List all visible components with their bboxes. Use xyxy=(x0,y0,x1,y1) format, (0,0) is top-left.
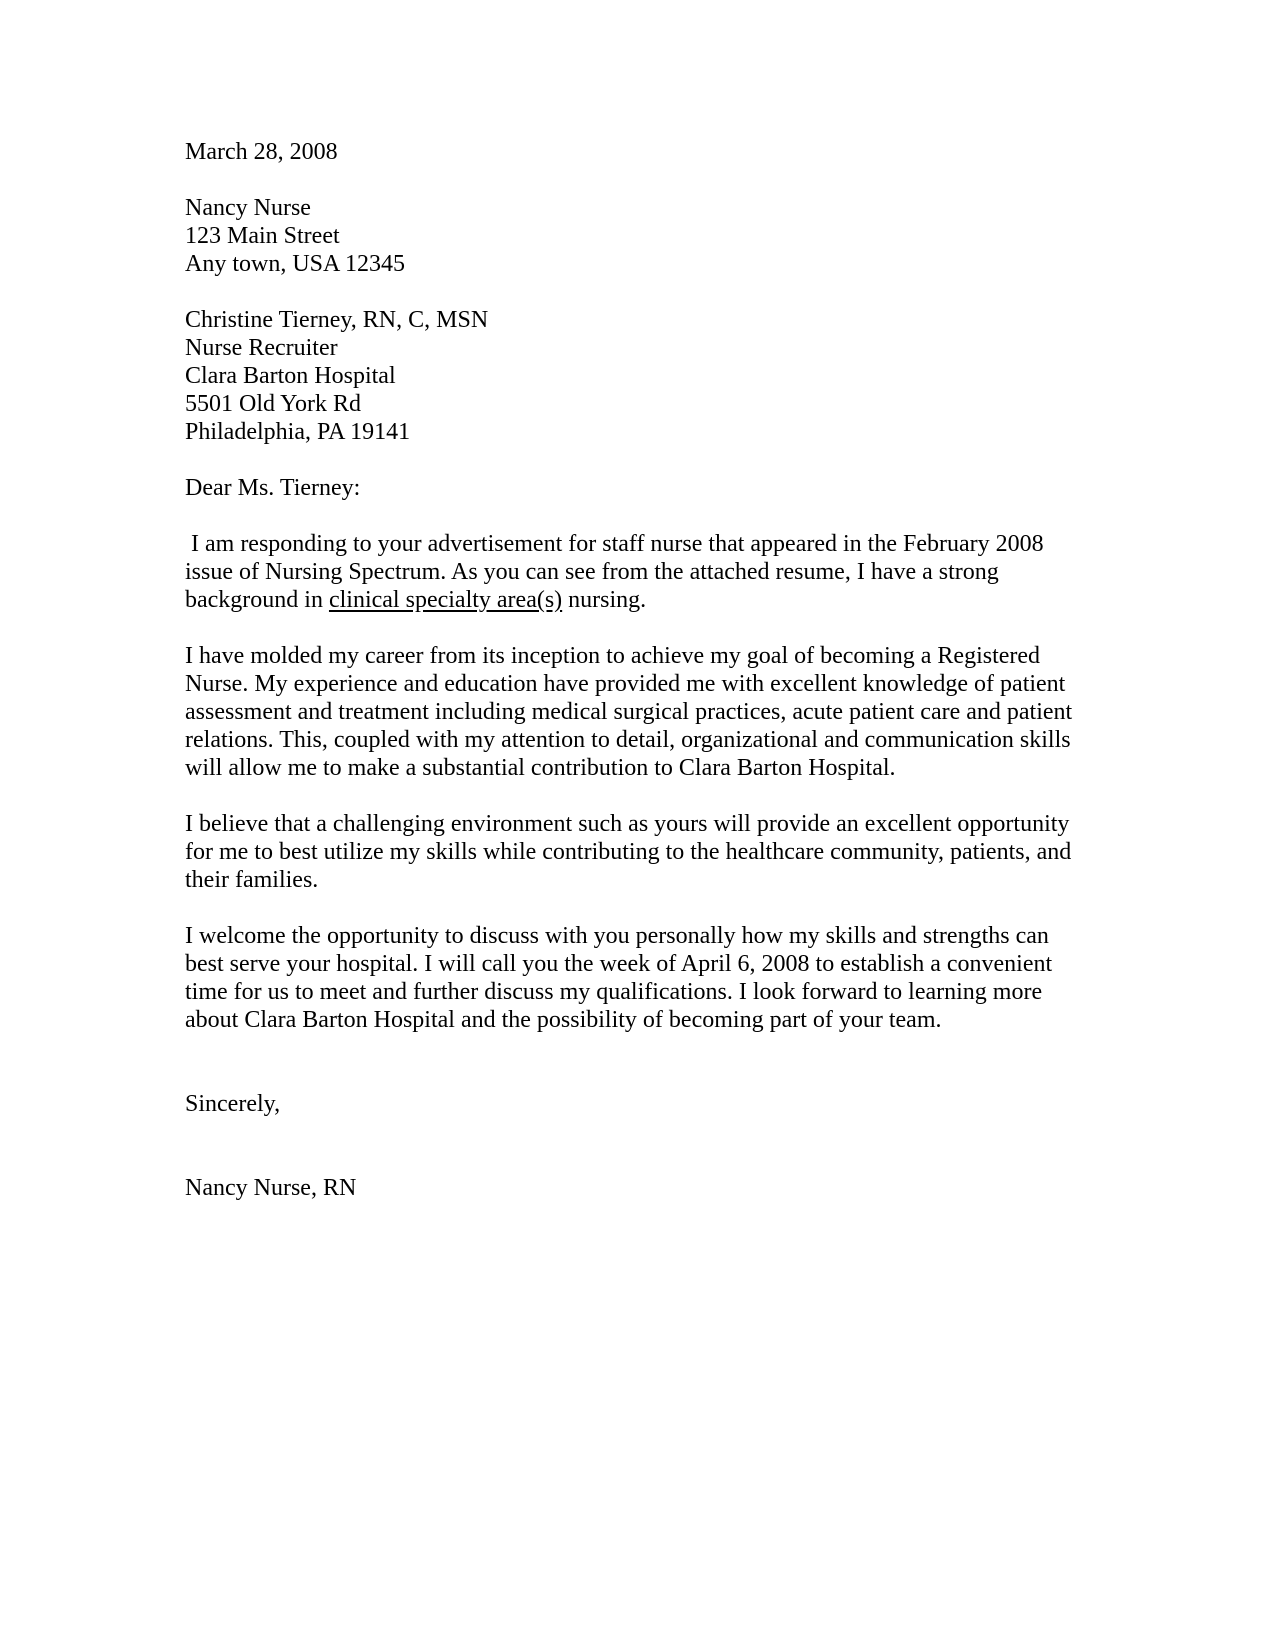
underlined-phrase: clinical specialty area(s) xyxy=(328,587,563,613)
salutation-line: Dear Ms. Tierney: xyxy=(185,475,361,501)
paragraph-opening-after: nursing. xyxy=(562,587,647,613)
paragraph-opening-before: I am responding to your advertisement for staff nurse that appeared in the February 2008 issue of Nursing Spectrum. As you can see from the attached resume, I have a strong background in xyxy=(185,531,1050,613)
recipient-city: Philadelphia, PA 19141 xyxy=(185,419,411,445)
date-line: March 28, 2008 xyxy=(185,139,338,165)
paragraph-experience: I have molded my career from its inception to achieve my goal of becoming a Registered Nurse. My experience and education have provided me with excellent knowledge of patient assessment and treatment including medical surgical practices, acute patient care and patient relations. This, coupled with my attention to detail, organizational and communication skills will allow me to make a substantial contribution to Clara Barton Hospital. xyxy=(185,643,1079,781)
recipient-organization: Clara Barton Hospital xyxy=(185,363,396,389)
salutation xyxy=(185,474,1090,502)
signature-name: Nancy Nurse, RN xyxy=(185,1175,357,1201)
sender-street: 123 Main Street xyxy=(185,223,340,249)
paragraph-opening xyxy=(185,530,1090,614)
sender-name: Nancy Nurse xyxy=(185,195,311,221)
recipient-address xyxy=(185,306,1090,446)
recipient-title: Nurse Recruiter xyxy=(185,335,338,361)
letter-document xyxy=(185,138,1090,1202)
sender-city: Any town, USA 12345 xyxy=(185,251,406,277)
sender-address xyxy=(185,194,1090,278)
paragraph-environment: I believe that a challenging environment such as yours will provide an excellent opportunity for me to best utilize my skills while contributing to the healthcare community, patients, and their families. xyxy=(185,811,1078,893)
recipient-name: Christine Tierney, RN, C, MSN xyxy=(185,307,489,333)
date-block xyxy=(185,138,1090,166)
closing: Sincerely, xyxy=(185,1091,281,1117)
paragraph-follow-up: I welcome the opportunity to discuss with you personally how my skills and strengths can best serve your hospital. I will call you the week of April 6, 2008 to establish a convenient time for us to meet and further discuss my qualifications. I look forward to learning more about Clara Barton Hospital and the possibility of becoming part of your team. xyxy=(185,923,1059,1033)
recipient-street: 5501 Old York Rd xyxy=(185,391,362,417)
